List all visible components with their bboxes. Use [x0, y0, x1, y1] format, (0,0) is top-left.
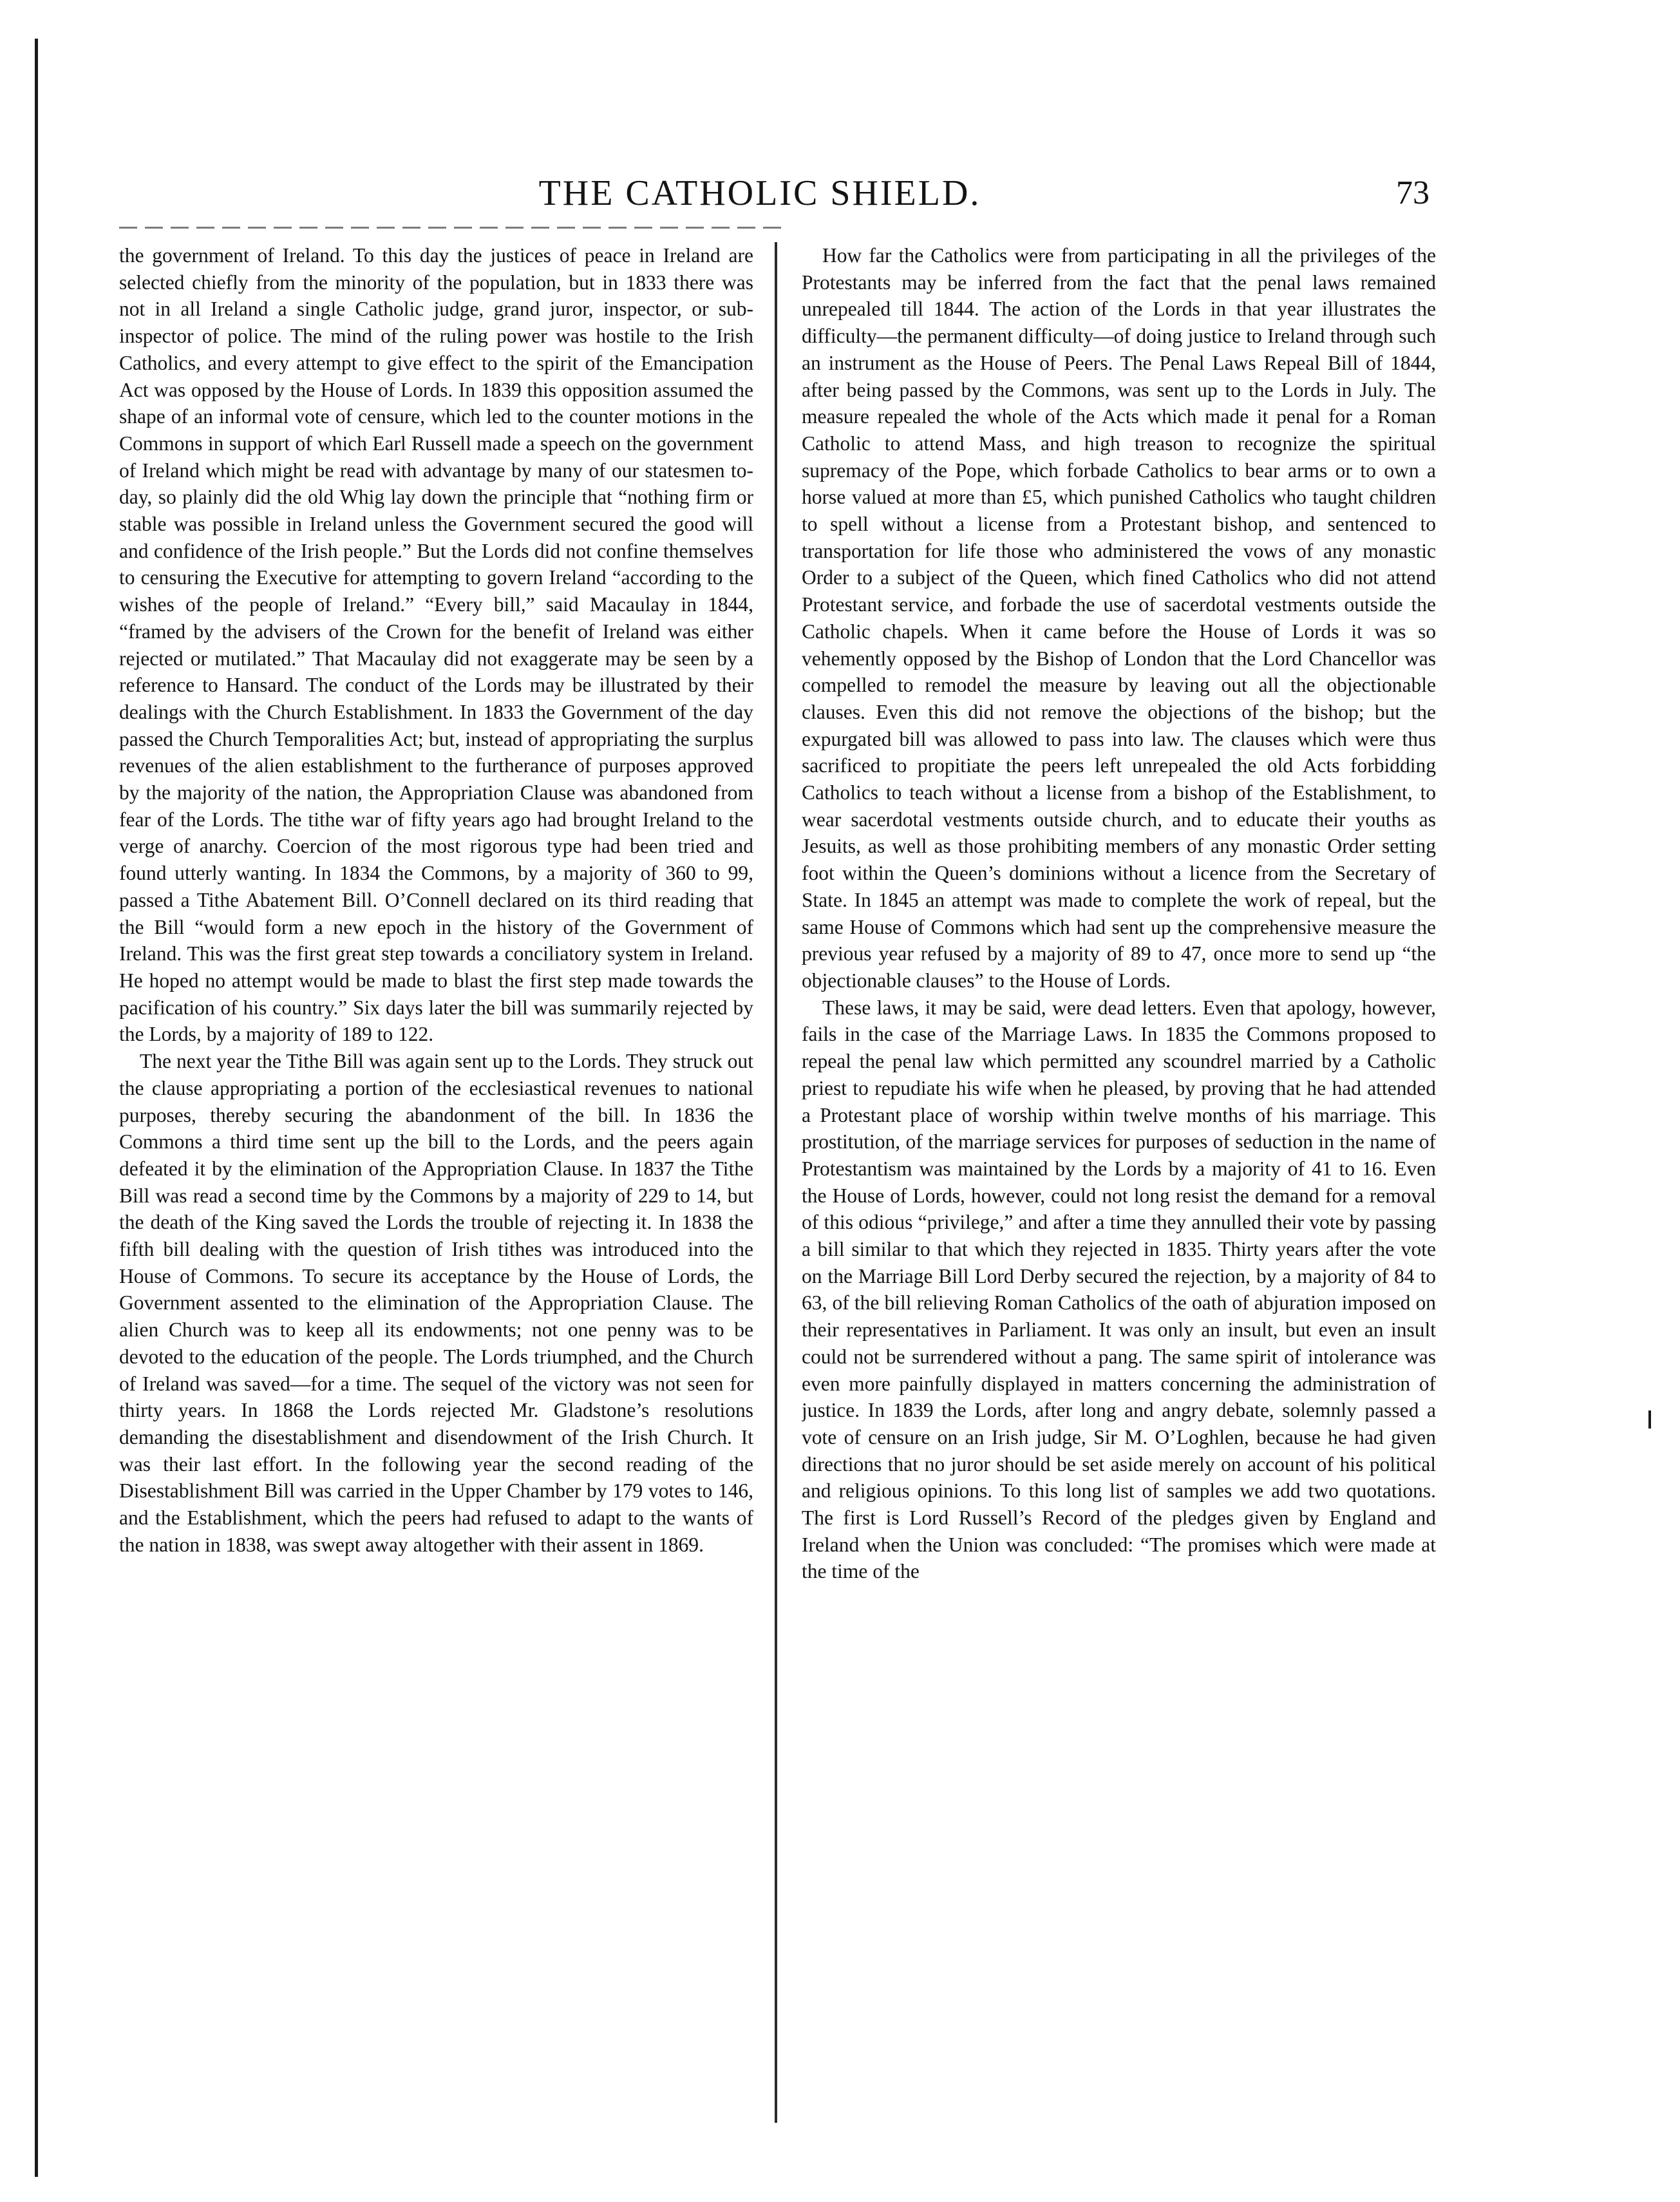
- paragraph: How far the Catholics were from participating in all the privileges of the Protestants may be inferred from the fact that the penal laws remained unrepealed till 1844. The action of the Lords in that year illustrates the difficulty—the permanent difficulty—of doing justice to Ireland through such an instrument as the House of Peers. The Penal Laws Repeal Bill of 1844, after being passed by the Commons, was sent up to the Lords in July. The measure repealed the whole of the Acts which made it penal for a Roman Catholic to attend Mass, and high treason to recognize the spiritual supremacy of the Pope, which forbade Catholics to bear arms or to own a horse valued at more than £5, which punished Catholics who taught children to spell without a license from a Protestant bishop, and sentenced to transportation for life those who administered the vows of any monastic Order to a subject of the Queen, which fined Catholics who did not attend Protestant service, and forbade the use of sacerdotal vestments outside the Catholic chapels. When it came before the House of Lords it was so vehemently opposed by the Bishop of London that the Lord Chancellor was compelled to remodel the measure by leaving out all the objectionable clauses. Even this did not remove the objections of the bishop; but the expurgated bill was allowed to pass into law. The clauses which were thus sacrificed to propitiate the peers left unrepealed the old Acts forbidding Catholics to teach without a license from a bishop of the Establishment, to wear sacerdotal vestments outside church, and to educate their youths as Jesuits, as well as those prohibiting members of any monastic Order setting foot within the Queen’s dominions without a licence from the Secretary of State. In 1845 an attempt was made to complete the work of repeal, but the same House of Commons which had sent up the comprehensive measure the previous year refused by a majority of 89 to 47, once more to send up “the objectionable clauses” to the House of Lords.: [802, 244, 1436, 992]
- header-rule: [119, 227, 786, 229]
- paragraph: The next year the Tithe Bill was again sent up to the Lords. They struck out the clause appropriating a portion of the ecclesiastical revenues to national purposes, thereby securing the abandonment of the bill. In 1836 the Commons a third time sent up the bill to the Lords, and the peers again defeated it by the elimination of the Appropriation Clause. In 1837 the Tithe Bill was read a second time by the Commons by a majority of 229 to 14, but the death of the King saved the Lords the trouble of rejecting it. In 1838 the fifth bill dealing with the question of Irish tithes was introduced into the House of Commons. To secure its acceptance by the House of Lords, the Government assented to the elimination of the Appropriation Clause. The alien Church was to keep all its endowments; not one penny was to be devoted to the education of the people. The Lords triumphed, and the Church of Ireland was saved—for a time. The sequel of the victory was not seen for thirty years. In 1868 the Lords rejected Mr. Gladstone’s resolutions demanding the disestablishment and disendowment of the Irish Church. It was their last effort. In the following year the second reading of the Disestablishment Bill was carried in the Upper Chamber by 179 votes to 146, and the Establishment, which the peers had refused to adapt to the wants of the nation in 1838, was swept away altogether with their assent in 1869.: [119, 1050, 753, 1556]
- margin-mark: [1648, 1410, 1651, 1428]
- paragraph: the government of Ireland. To this day the justices of peace in Ireland are selected chiefly from the minority of the population, but in 1833 there was not in all Ireland a single Catholic judge, grand juror, inspector, or sub-inspector of police. The mind of the ruling power was hostile to the Irish Catholics, and every attempt to give effect to the spirit of the Emancipation Act was opposed by the House of Lords. In 1839 this opposition assumed the shape of an informal vote of censure, which led to the counter motions in the Commons in support of which Earl Russell made a speech on the government of Ireland which might be read with advantage by many of our statesmen to-day, so plainly did the old Whig lay down the principle that “nothing firm or stable was possible in Ireland unless the Government secured the good will and confidence of the Irish people.” But the Lords did not confine themselves to censuring the Executive for attempting to govern Ireland “according to the wishes of the people of Ireland.” “Every bill,” said Macaulay in 1844, “framed by the advisers of the Crown for the benefit of Ireland was either rejected or mutilated.” That Macaulay did not exaggerate may be seen by a reference to Hansard. The conduct of the Lords may be illustrated by their dealings with the Church Establishment. In 1833 the Government of the day passed the Church Temporalities Act; but, instead of appropriating the surplus revenues of the alien establishment to the furtherance of purposes approved by the majority of the nation, the Appropriation Clause was abandoned from fear of the Lords. The tithe war of fifty years ago had brought Ireland to the verge of anarchy. Coercion of the most rigorous type had been tried and found utterly wanting. In 1834 the Commons, by a majority of 360 to 99, passed a Tithe Abatement Bill. O’Connell declared on its third reading that the Bill “would form a new epoch in the history of the Government of Ireland. This was the first great step towards a conciliatory system in Ireland. He hoped no attempt would be made to blast the first step made towards the pacification of his country.” Six days later the bill was summarily rejected by the Lords, by a majority of 189 to 122.: [119, 244, 753, 1046]
- right-column: [802, 242, 1436, 2123]
- page-header: [90, 173, 1430, 224]
- page-number: 73: [1396, 175, 1430, 211]
- paragraph: These laws, it may be said, were dead letters. Even that apology, however, fails in the case of the Marriage Laws. In 1835 the Commons proposed to repeal the penal law which permitted any scoundrel married by a Catholic priest to repudiate his wife when he pleased, by proving that he had attended a Protestant place of worship within twelve months of his marriage. This prostitution, of the marriage services for purposes of seduction in the name of Protestantism was maintained by the Lords by a majority of 41 to 16. Even the House of Lords, however, could not long resist the demand for a removal of this odious “privilege,” and after a time they annulled their vote by passing a bill similar to that which they rejected in 1835. Thirty years after the vote on the Marriage Bill Lord Derby secured the rejection, by a majority of 84 to 63, of the bill relieving Roman Catholics of the oath of abjuration imposed on their representatives in Parliament. It was only an insult, but even an insult could not be surrendered without a pang. The same spirit of intolerance was even more painfully displayed in matters concerning the administration of justice. In 1839 the Lords, after long and angry debate, solemnly passed a vote of censure on an Irish judge, Sir M. O’Loghlen, because he had given directions that no juror should be set aside merely on account of his political and religious opinions. To this long list of samples we add two quotations. The first is Lord Russell’s Record of the pledges given by England and Ireland when the Union was concluded: “The promises which were made at the time of the: [802, 996, 1436, 1583]
- journal-title: THE CATHOLIC SHIELD.: [538, 173, 981, 213]
- page-edge-rule: [35, 39, 38, 2177]
- left-column: [119, 242, 753, 2123]
- column-divider: [775, 242, 777, 2123]
